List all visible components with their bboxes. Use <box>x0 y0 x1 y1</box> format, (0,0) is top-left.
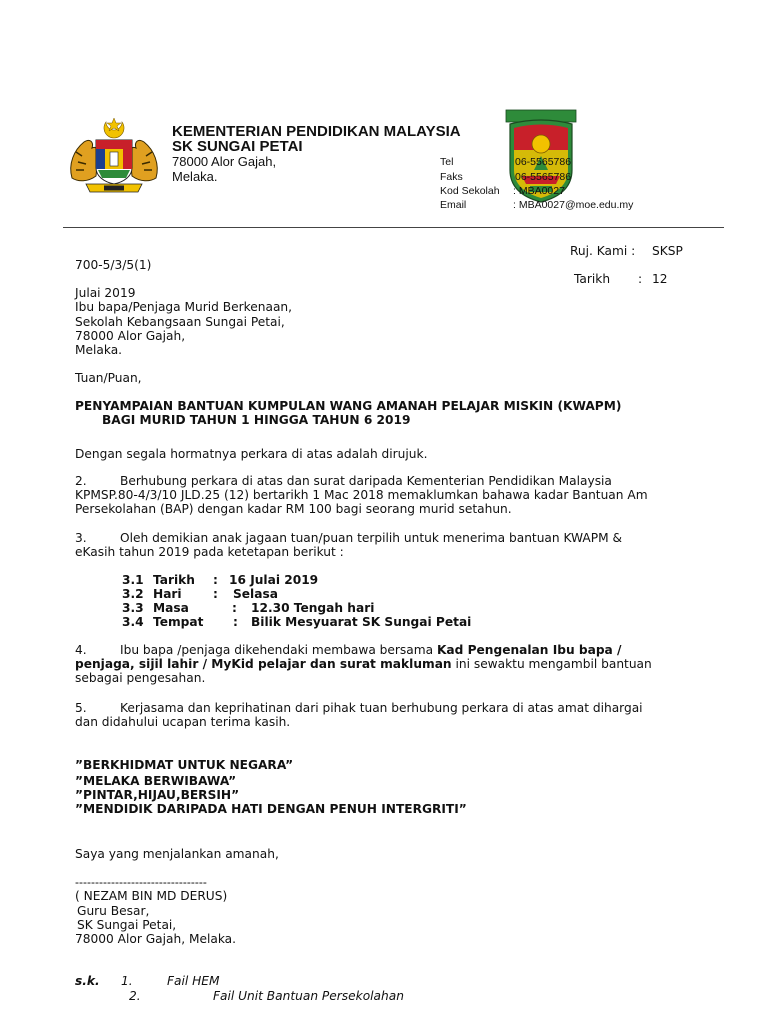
para4-number: 4. <box>75 643 87 657</box>
tarikh-label: Tarikh <box>574 272 611 286</box>
subject-line2: BAGI MURID TAHUN 1 HINGGA TAHUN 6 2019 <box>102 413 411 427</box>
para4-emphasis: Kad Pengenalan Ibu bapa / <box>436 643 622 657</box>
ruj-continuation: 700-5/3/5(1) <box>75 258 152 272</box>
para4-text: ini sewaktu mengambil bantuan <box>451 657 652 671</box>
detail-colon: : <box>213 587 218 601</box>
cc-item: Fail Unit Bantuan Persekolahan <box>213 989 404 1003</box>
header-divider <box>63 227 724 228</box>
cc-number: 2. <box>129 989 141 1003</box>
para2-line: Persekolahan (BAP) dengan kadar RM 100 bagi seorang murid setahun. <box>75 502 512 516</box>
signature-line: --------------------------------- <box>75 875 207 889</box>
signatory-school: SK Sungai Petai, <box>77 918 177 932</box>
tarikh-colon: : <box>638 272 643 286</box>
recipient-line: Ibu bapa/Penjaga Murid Berkenaan, <box>75 300 293 314</box>
subject-line1: PENYAMPAIAN BANTUAN KUMPULAN WANG AMANAH PELAJAR MISKIN (KWAPM) <box>75 399 622 413</box>
detail-label: Tempat <box>153 615 204 629</box>
detail-colon: : <box>232 601 237 615</box>
contact-value-tel: 06-5565786 <box>515 156 572 168</box>
para5-line: dan didahului ucapan terima kasih. <box>75 715 291 729</box>
para4-line1 <box>120 643 621 657</box>
cc-number: 1. <box>121 974 133 988</box>
contact-label-kod: Kod Sekolah <box>440 185 500 197</box>
detail-colon: : <box>213 573 218 587</box>
contact-label-faks: Faks <box>440 171 463 183</box>
para4-text: Ibu bapa /penjaga dikehendaki membawa bersama <box>120 643 437 657</box>
detail-value: 16 Julai 2019 <box>229 573 319 587</box>
motto-line: ”MENDIDIK DARIPADA HATI DENGAN PENUH INTERGRITI” <box>75 802 467 816</box>
ruj-label: Ruj. Kami : <box>570 244 636 258</box>
cc-item: Fail HEM <box>167 974 220 988</box>
para2-number: 2. <box>75 474 87 488</box>
para4-emphasis: penjaga, sijil lahir / MyKid pelajar dan surat makluman <box>75 657 452 671</box>
para5-line: Kerjasama dan keprihatinan dari pihak tuan berhubung perkara di atas amat dihargai <box>120 701 643 715</box>
para2-line: KPMSP.80-4/3/10 JLD.25 (12) bertarikh 1 Mac 2018 memaklumkan bahawa kadar Bantuan Am <box>75 488 648 502</box>
recipient-line: 78000 Alor Gajah, <box>75 329 186 343</box>
detail-value: Selasa <box>233 587 278 601</box>
header-address-line1: 78000 Alor Gajah, <box>172 154 277 169</box>
signatory-title: Guru Besar, <box>77 904 150 918</box>
tarikh-value: 12 <box>652 272 668 286</box>
detail-number: 3.4 <box>122 615 144 629</box>
para3-line: eKasih tahun 2019 pada ketetapan berikut : <box>75 545 344 559</box>
para3-line: Oleh demikian anak jagaan tuan/puan terpilih untuk menerima bantuan KWAPM & <box>120 531 623 545</box>
salutation: Tuan/Puan, <box>75 371 142 385</box>
cc-label: s.k. <box>75 974 100 988</box>
para2-line: Berhubung perkara di atas dan surat daripada Kementerian Pendidikan Malaysia <box>120 474 612 488</box>
motto-line: ”MELAKA BERWIBAWA” <box>75 774 237 788</box>
para5-number: 5. <box>75 701 87 715</box>
detail-number: 3.2 <box>122 587 144 601</box>
school-name: SK SUNGAI PETAI <box>172 138 303 155</box>
tarikh-continuation: Julai 2019 <box>75 286 136 300</box>
contact-label-email: Email <box>440 199 467 211</box>
signatory-address: 78000 Alor Gajah, Melaka. <box>75 932 237 946</box>
recipient-line: Sekolah Kebangsaan Sungai Petai, <box>75 315 285 329</box>
recipient-line: Melaka. <box>75 343 123 357</box>
contact-value-email: : MBA0027@moe.edu.my <box>513 199 634 211</box>
opening-sentence: Dengan segala hormatnya perkara di atas adalah dirujuk. <box>75 447 428 461</box>
detail-number: 3.3 <box>122 601 144 615</box>
contact-label-tel: Tel <box>440 156 454 168</box>
signatory-name: ( NEZAM BIN MD DERUS) <box>75 889 228 903</box>
detail-label: Hari <box>153 587 182 601</box>
para4-line3: sebagai pengesahan. <box>75 671 206 685</box>
closing-line: Saya yang menjalankan amanah, <box>75 847 279 861</box>
para4-line2 <box>75 657 652 671</box>
coat-of-arms-logo <box>66 116 162 196</box>
detail-value: 12.30 Tengah hari <box>251 601 375 615</box>
ministry-name: KEMENTERIAN PENDIDIKAN MALAYSIA <box>172 123 461 140</box>
detail-value: Bilik Mesyuarat SK Sungai Petai <box>251 615 472 629</box>
detail-number: 3.1 <box>122 573 144 587</box>
para3-number: 3. <box>75 531 87 545</box>
contact-value-kod: : MBA0027 <box>513 185 565 197</box>
motto-line: ”PINTAR,HIJAU,BERSIH” <box>75 788 240 802</box>
header-address-line2: Melaka. <box>172 169 218 184</box>
motto-line: ”BERKHIDMAT UNTUK NEGARA” <box>75 758 294 772</box>
ruj-value: SKSP <box>652 244 683 258</box>
detail-label: Tarikh <box>153 573 195 587</box>
contact-value-faks: 06-5565786 <box>515 171 572 183</box>
detail-label: Masa <box>153 601 189 615</box>
detail-colon: : <box>233 615 238 629</box>
